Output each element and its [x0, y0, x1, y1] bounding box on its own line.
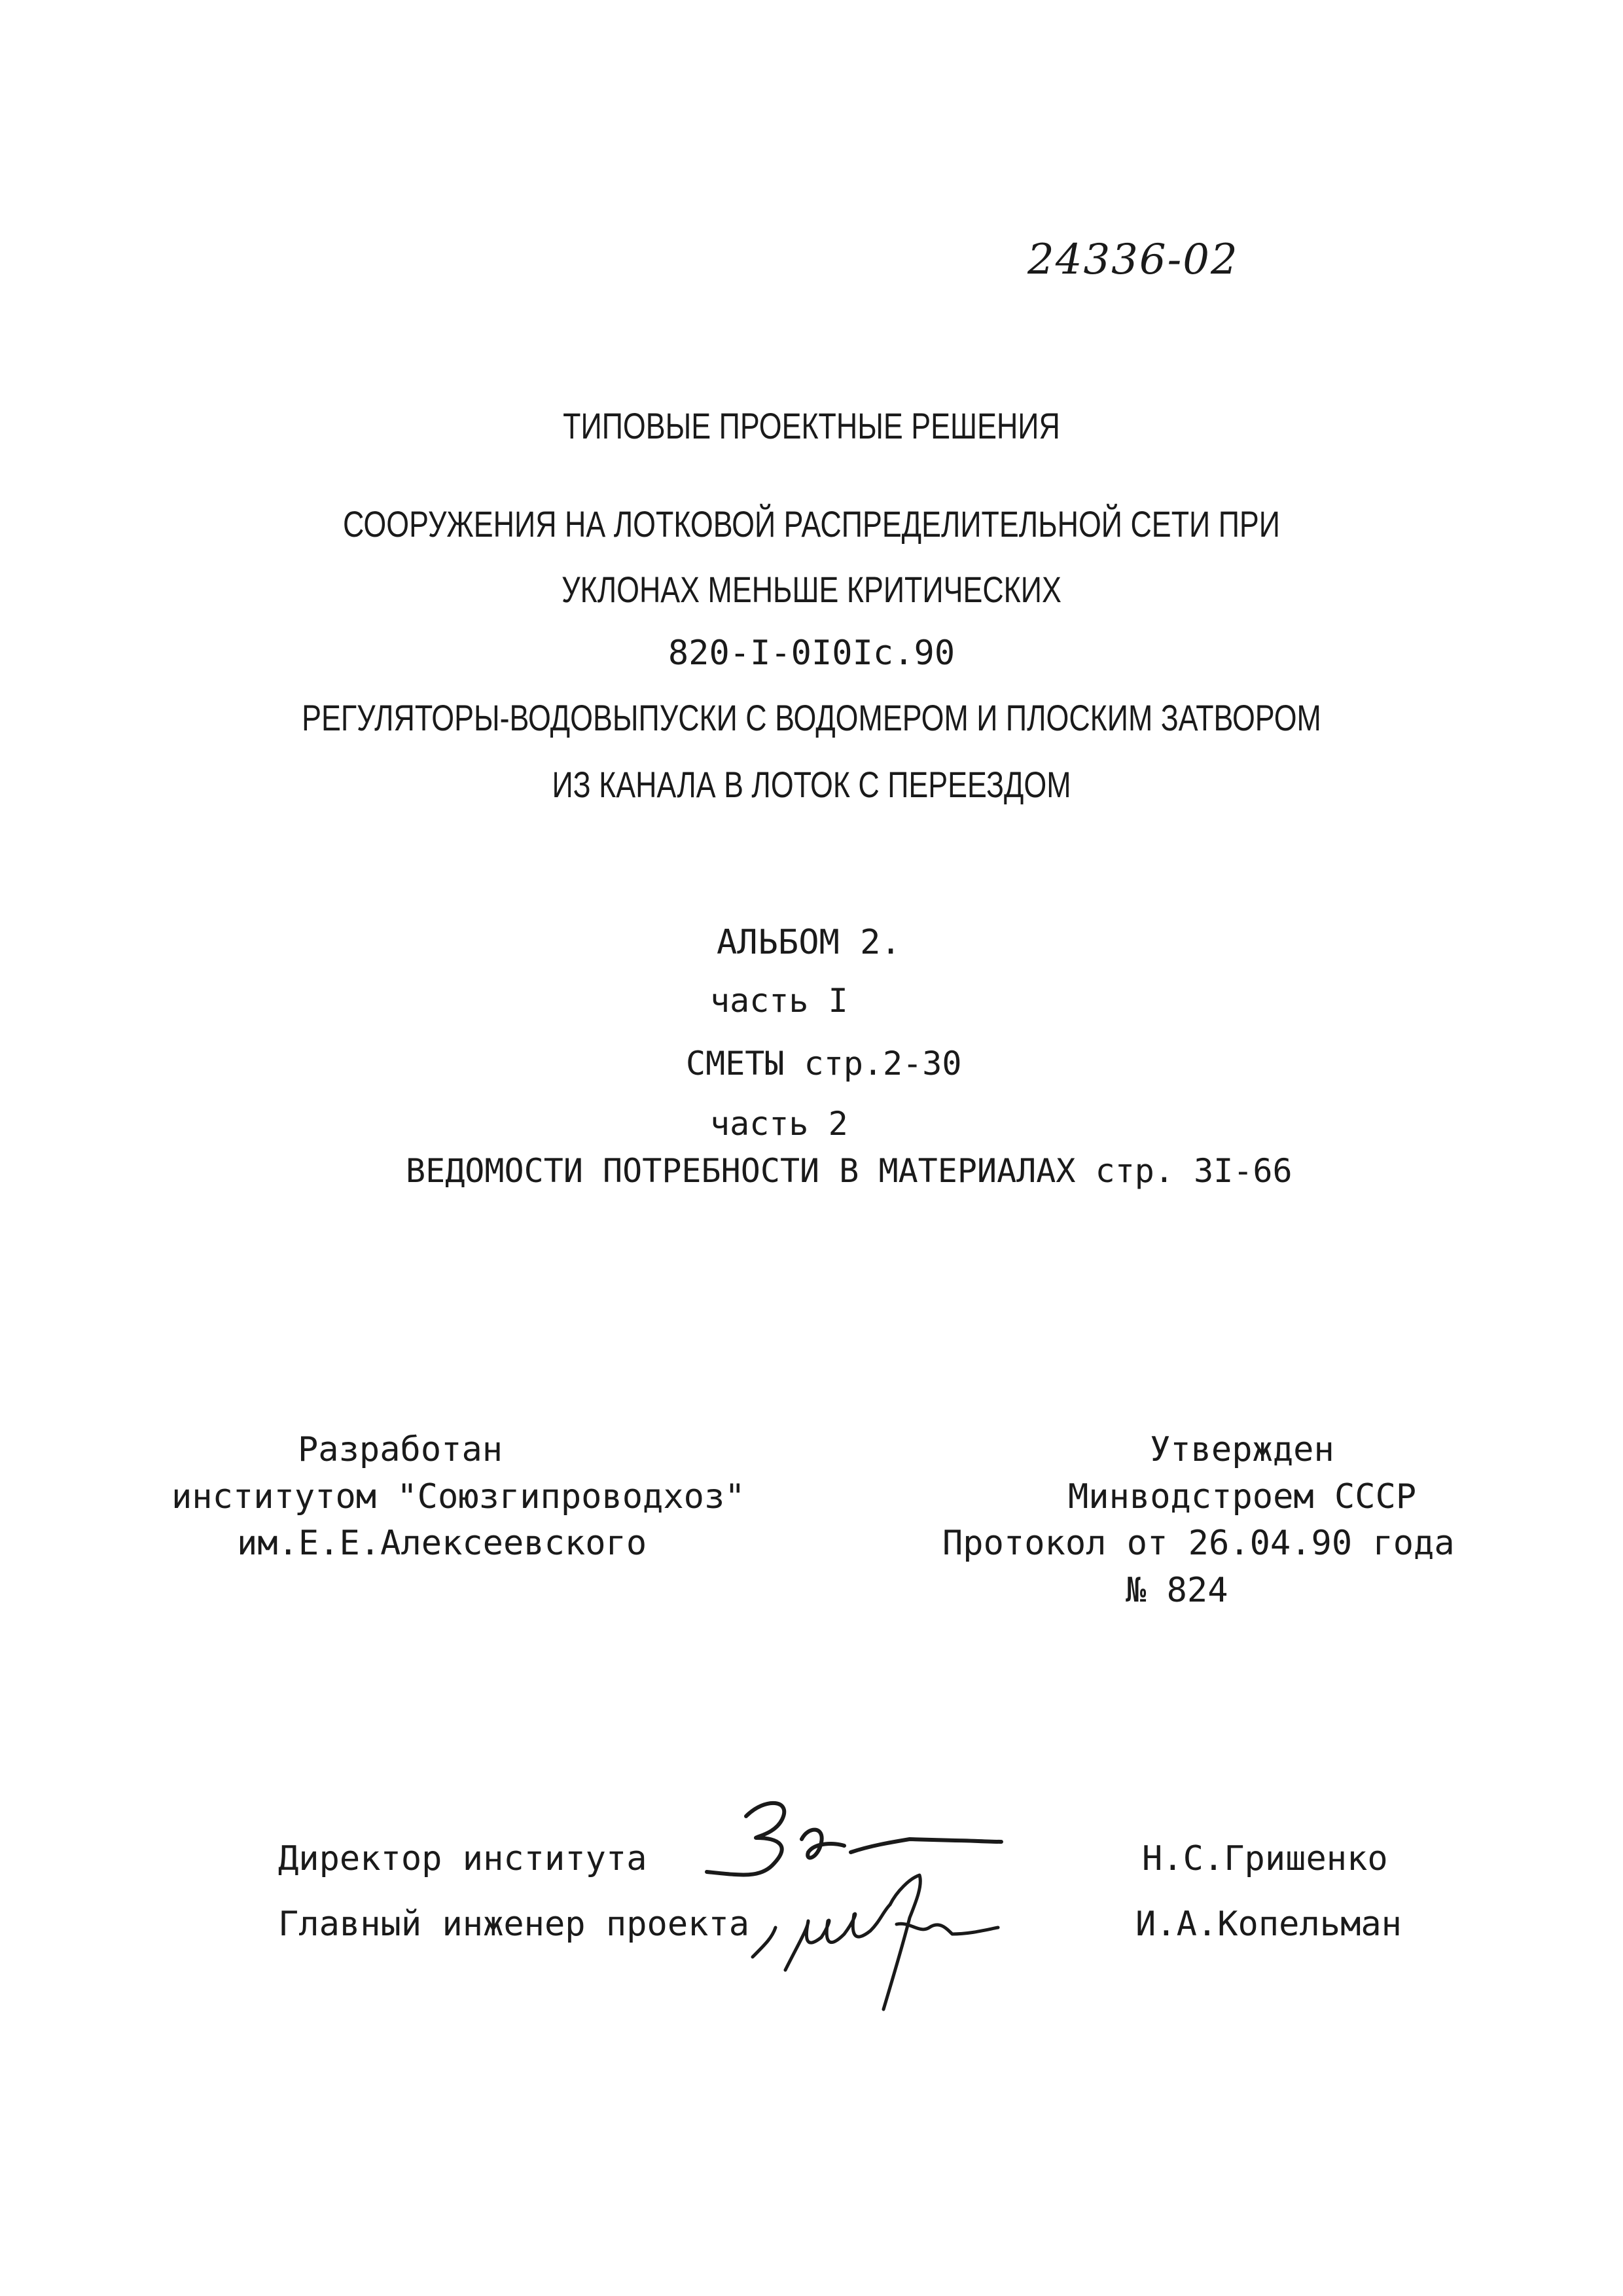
developed-by-label: Разработан [298, 1430, 503, 1469]
album-number: АЛЬБОМ 2. [717, 923, 901, 962]
subtitle-line-2: УКЛОНАХ МЕНЬШЕ КРИТИЧЕСКИХ [562, 569, 1061, 610]
subtitle-line-1: СООРУЖЕНИЯ НА ЛОТКОВОЙ РАСПРЕДЕЛИТЕЛЬНОЙ СЕТИ ПРИ [343, 503, 1280, 545]
subtitle-line-3: РЕГУЛЯТОРЫ-ВОДОВЫПУСКИ С ВОДОМЕРОМ И ПЛОСКИМ ЗАТВОРОМ [302, 697, 1321, 738]
chief-engineer-signature [753, 1875, 998, 2009]
approval-protocol: Протокол от 26.04.90 года [942, 1524, 1455, 1563]
document-title: ТИПОВЫЕ ПРОЕКТНЫЕ РЕШЕНИЯ [563, 405, 1060, 446]
developer-institute: институтом "Союзгипроводхоз" [171, 1477, 745, 1516]
handwritten-document-number: 24336-02 [1027, 236, 1239, 284]
developer-institute-name: им.Е.Е.Алексеевского [237, 1524, 647, 1563]
handwritten-signatures [694, 1780, 1139, 2055]
signatory-role-director: Директор института [278, 1839, 647, 1878]
approving-ministry: Минводстроем СССР [1068, 1477, 1417, 1516]
signatory-role-chief-engineer: Главный инженер проекта [278, 1905, 750, 1944]
protocol-number: № 824 [1126, 1571, 1228, 1610]
signatory-name-director: Н.С.Гришенко [1142, 1839, 1388, 1878]
approved-label: Утвержден [1150, 1430, 1334, 1469]
director-signature [707, 1803, 1001, 1875]
series-code: 820-I-0I0Iс.90 [668, 634, 955, 673]
estimates-pages: СМЕТЫ стр.2-30 [686, 1045, 962, 1083]
part-2-label: часть 2 [710, 1105, 848, 1143]
subtitle-line-4: ИЗ КАНАЛА В ЛОТОК С ПЕРЕЕЗДОМ [552, 764, 1071, 805]
statements-pages: ВЕДОМОСТИ ПОТРЕБНОСТИ В МАТЕРИАЛАХ стр. 3I-66 [406, 1152, 1293, 1190]
part-1-label: часть I [710, 982, 848, 1020]
signatory-name-chief-engineer: И.А.Копельман [1135, 1905, 1402, 1944]
